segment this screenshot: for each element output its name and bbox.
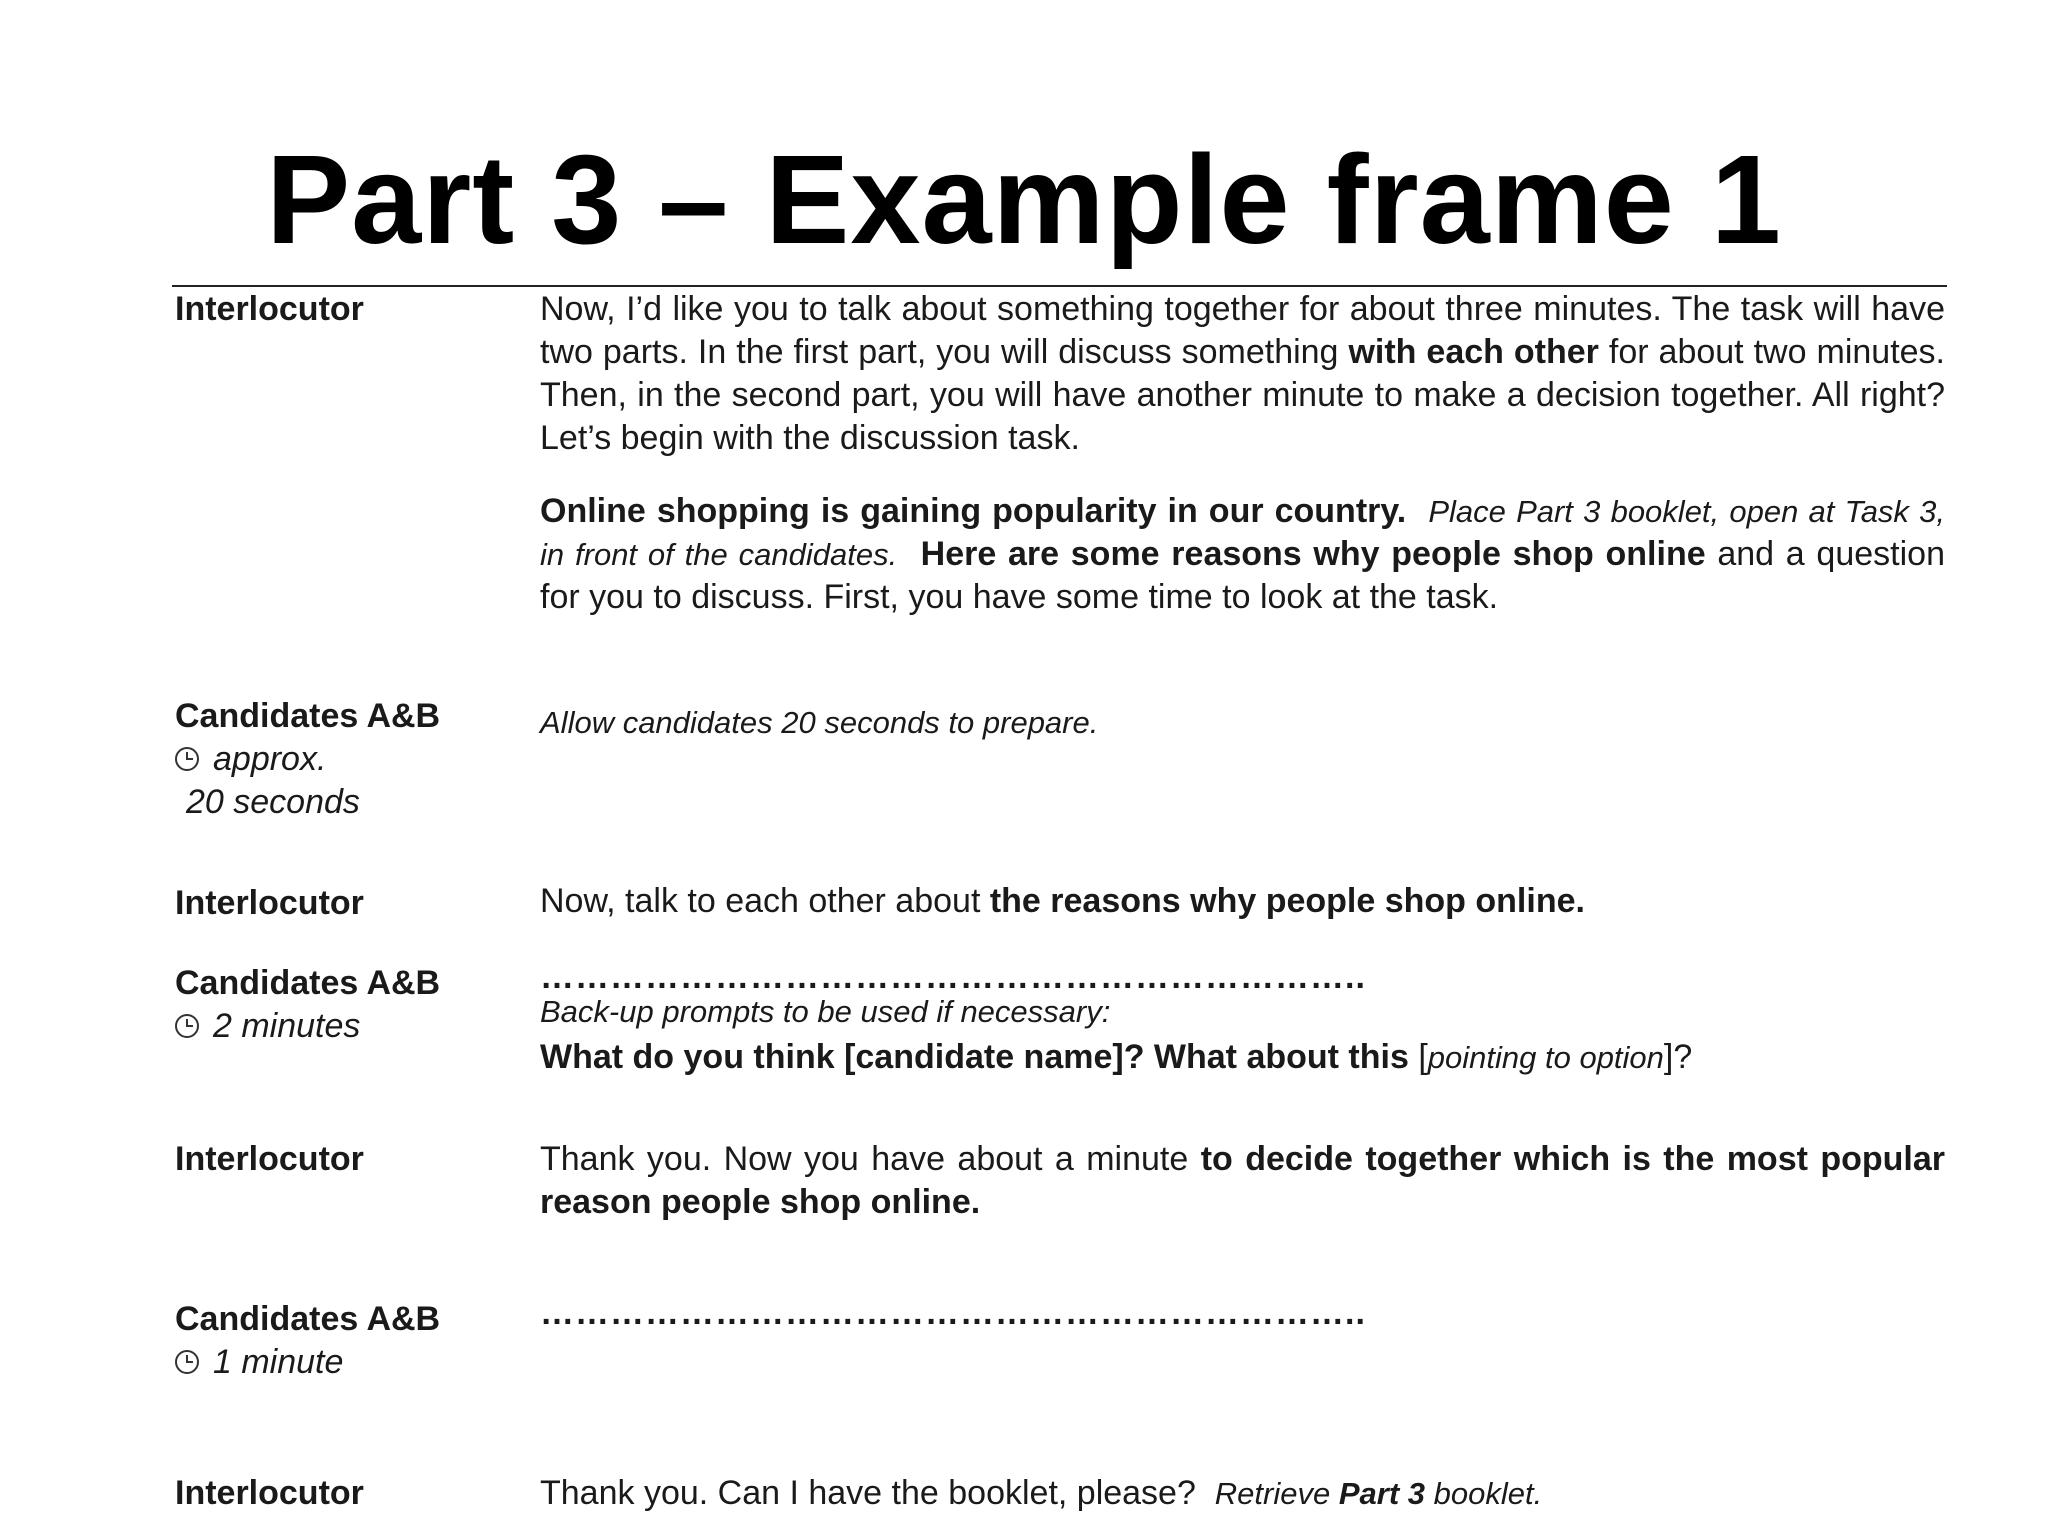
task-paragraph bbox=[540, 490, 1945, 619]
closing-paragraph bbox=[540, 1472, 1945, 1515]
speaker-label: Interlocutor bbox=[175, 290, 364, 328]
discuss-text: Now, talk to each other about bbox=[540, 882, 990, 920]
speaker-cell bbox=[175, 1298, 515, 1384]
clock-icon bbox=[175, 1350, 199, 1374]
script-text-cell bbox=[540, 1138, 1945, 1224]
script-text-cell bbox=[540, 1294, 1945, 1332]
closing-instruction-1: Retrieve bbox=[1214, 1476, 1339, 1511]
task-topic: Online shopping is gaining popularity in our country. bbox=[540, 492, 1407, 530]
closing-instruction-bold: Part 3 bbox=[1338, 1476, 1426, 1511]
speaker-label: Interlocutor bbox=[175, 1474, 364, 1512]
backup-prompt-italic: pointing to option bbox=[1427, 1040, 1664, 1075]
script-text-cell bbox=[540, 288, 1945, 619]
speaker-label: Interlocutor bbox=[175, 884, 364, 922]
script-text-cell bbox=[540, 701, 1945, 744]
script-text-cell bbox=[540, 880, 1945, 923]
backup-label: Back-up prompts to be used if necessary: bbox=[540, 994, 1111, 1029]
prepare-instruction: Allow candidates 20 seconds to prepare. bbox=[540, 705, 1099, 740]
bracket-close: ]? bbox=[1663, 1038, 1693, 1076]
task-text: and a question for you to discuss. First, you have some time to look at the task. bbox=[540, 535, 1945, 616]
timing-label bbox=[175, 738, 515, 781]
task-instruction: Place Part 3 booklet, open at Task 3, in front of the candidates. bbox=[540, 494, 1945, 572]
intro-text-1: Now, I’d like you to talk about something together for about three minutes. The task will have two parts. In the first part, you will discuss something bbox=[540, 290, 1945, 371]
timing-text: 2 minutes bbox=[213, 1007, 361, 1045]
backup-prompt-bold: What do you think [candidate name]? What about this bbox=[540, 1038, 1419, 1076]
backup-prompt bbox=[540, 1036, 1945, 1079]
slide-title: Part 3 – Example frame 1 bbox=[266, 129, 1782, 270]
speaker-label: Candidates A&B bbox=[175, 1300, 441, 1338]
decide-bold: to decide together which is the most popular reason people shop online. bbox=[540, 1140, 1946, 1221]
decide-paragraph bbox=[540, 1138, 1945, 1224]
dotted-line: …………………………………………………………….. bbox=[540, 1294, 1366, 1332]
timing-label bbox=[175, 1341, 515, 1384]
speaker-cell bbox=[175, 288, 515, 331]
speaker-cell bbox=[175, 882, 515, 925]
speaker-label: Interlocutor bbox=[175, 1140, 364, 1178]
script-text-cell bbox=[540, 1472, 1945, 1515]
dotted-line: …………………………………………………………….. bbox=[540, 958, 1366, 996]
speaker-label: Candidates A&B bbox=[175, 964, 441, 1002]
header-divider bbox=[172, 285, 1947, 287]
intro-paragraph bbox=[540, 288, 1945, 460]
intro-bold-1: with each other bbox=[1348, 333, 1599, 371]
decide-text: Thank you. Now you have about a minute bbox=[540, 1140, 1201, 1178]
speaker-cell bbox=[175, 962, 515, 1048]
speaker-cell bbox=[175, 1472, 515, 1515]
timing-text: approx. bbox=[213, 740, 327, 778]
timing-text: 1 minute bbox=[213, 1343, 344, 1381]
timing-label-2: 20 seconds bbox=[186, 783, 360, 821]
script-text-cell bbox=[540, 958, 1945, 1079]
task-bold-reasons: Here are some reasons why people shop online bbox=[920, 535, 1706, 573]
discuss-bold: the reasons why people shop online. bbox=[989, 882, 1585, 920]
closing-instruction-2: booklet. bbox=[1425, 1476, 1543, 1511]
clock-icon bbox=[175, 1014, 199, 1038]
bracket-open: [ bbox=[1418, 1038, 1428, 1076]
intro-text-2: for about two minutes. Then, in the second part, you will have another minute to make a decision together. All right? Let’s begin with the discussion task. bbox=[540, 333, 1945, 457]
closing-text: Thank you. Can I have the booklet, please? bbox=[540, 1474, 1196, 1512]
speaker-cell bbox=[175, 695, 515, 824]
speaker-label: Candidates A&B bbox=[175, 697, 441, 735]
timing-label bbox=[175, 1005, 515, 1048]
clock-icon bbox=[175, 747, 199, 771]
speaker-cell bbox=[175, 1138, 515, 1181]
discuss-paragraph bbox=[540, 880, 1945, 923]
